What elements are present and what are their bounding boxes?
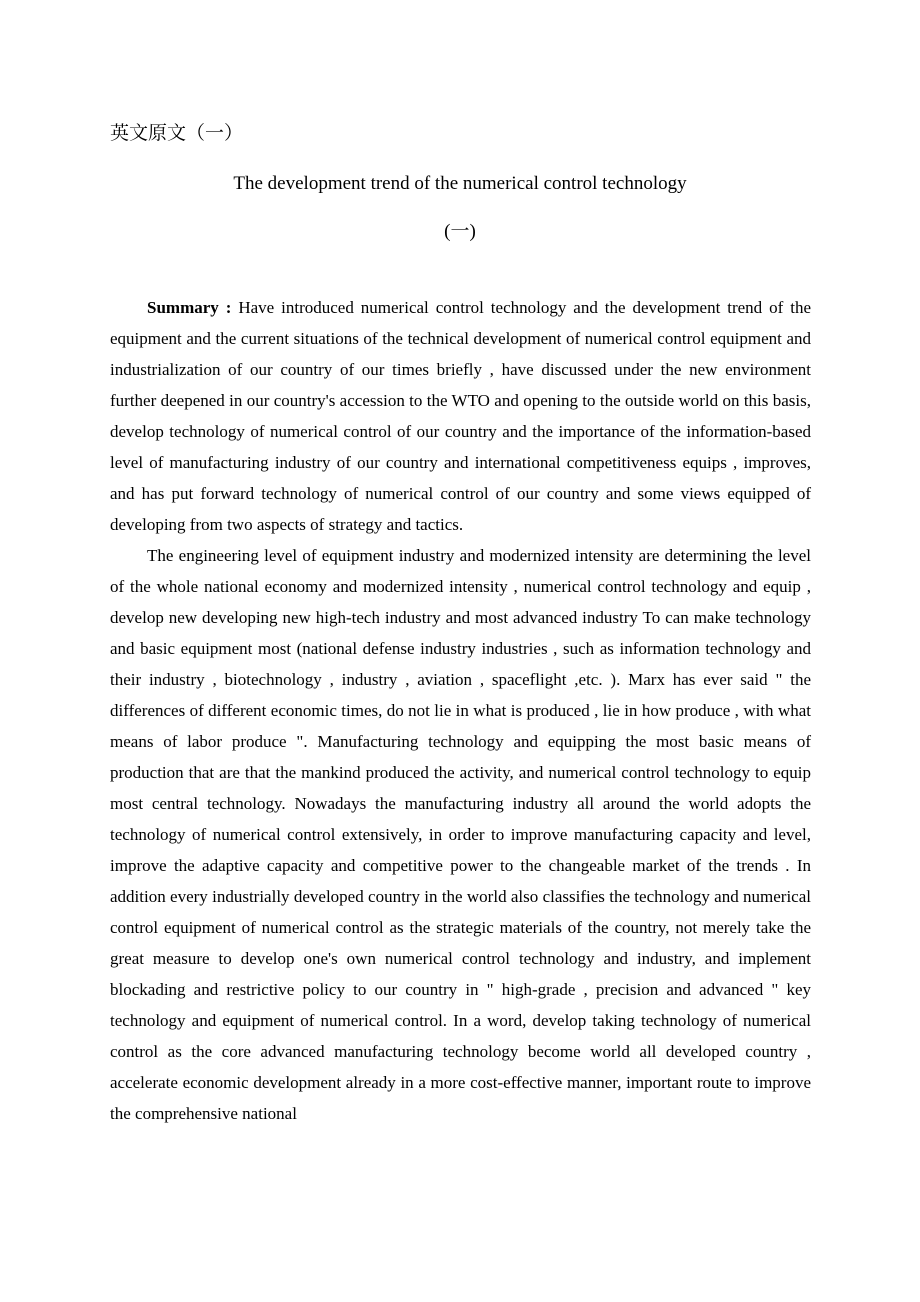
section-heading: 英文原文（一） bbox=[110, 123, 244, 144]
document-title: The development trend of the numerical control technology bbox=[233, 173, 687, 194]
summary-label: Summary : bbox=[147, 298, 232, 317]
document-body bbox=[110, 292, 811, 1129]
body-paragraph: The engineering level of equipment industry and modernized intensity are determining the level of the whole national economy and modernized intensity , numerical control technology and equip , develop new developing new high-tech industry and most advanced industry To can make technology and basic equipment most (national defense industry industries , such as information technology and their industry , biotechnology , industry , aviation , spaceflight ,etc. ). Marx has ever said " the differences of different economic times, do not lie in what is produced , lie in how produce , with what means of labor produce ". Manufacturing technology and equipping the most basic means of production that are that the mankind produced the activity, and numerical control technology to equip most central technology. Nowadays the manufacturing industry all around the world adopts the technology of numerical control extensively, in order to improve manufacturing capacity and level, improve the adaptive capacity and competitive power to the changeable market of the trends . In addition every industrially developed country in the world also classifies the technology and numerical control equipment of numerical control as the strategic materials of the country, not merely take the great measure to develop one's own numerical control technology and industry, and implement blockading and restrictive policy to our country in " high-grade , precision and advanced " key technology and equipment of numerical control. In a word, develop taking technology of numerical control as the core advanced manufacturing technology become world all developed country , accelerate economic development already in a more cost-effective manner, important route to improve the comprehensive national bbox=[110, 546, 811, 1123]
summary-text: Have introduced numerical control technology and the development trend of the equipment and the current situations of the technical development of numerical control equipment and industrialization of our country of our times briefly , have discussed under the new environment further deepened in our country's accession to the WTO and opening to the outside world on this basis, develop technology of numerical control of our country and the importance of the information-based level of manufacturing industry of our country and international competitiveness equips , improves, and has put forward technology of numerical control of our country and some views equipped of developing from two aspects of strategy and tactics. bbox=[110, 298, 811, 534]
summary-paragraph bbox=[110, 292, 811, 540]
part-marker: (一) bbox=[444, 221, 476, 242]
